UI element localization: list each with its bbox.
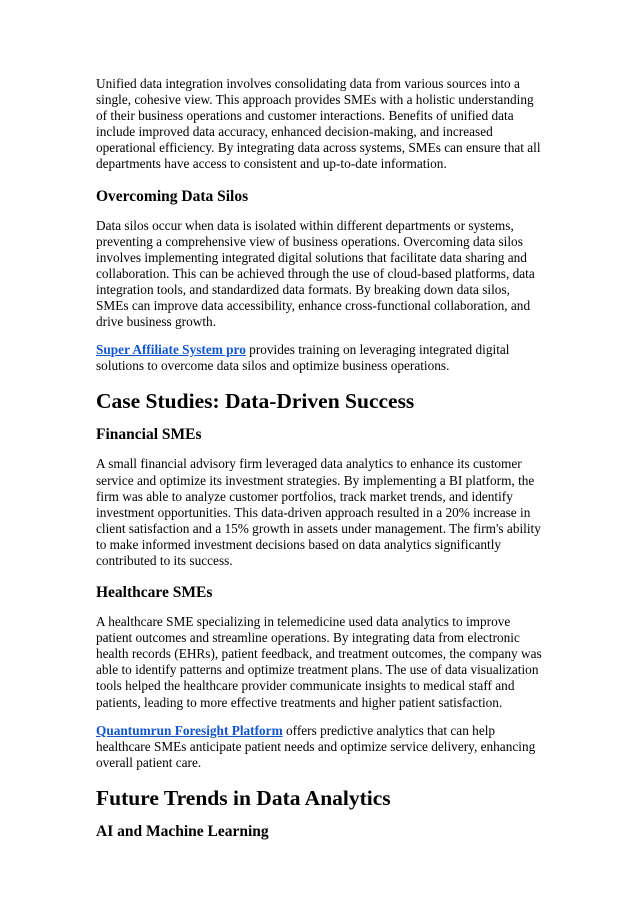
super-affiliate-link[interactable]: Super Affiliate System pro <box>96 342 246 358</box>
heading-future-trends: Future Trends in Data Analytics <box>96 785 391 810</box>
heading-ai-machine-learning: AI and Machine Learning <box>96 822 269 840</box>
quantumrun-link[interactable]: Quantumrun Foresight Platform <box>96 722 283 738</box>
data-silos-paragraph: Data silos occur when data is isolated within different departments or systems, preventing a comprehensive view of business operations. Overcoming data silos involves implementing integrated digital solutions that facilitate data sharing and collaboration. This can be achieved through the use of cloud-based platforms, data integration tools, and standardized data formats. By breaking down data silos, SMEs can improve data accessibility, enhance cross-functional collaboration, and drive business growth. <box>96 217 535 330</box>
intro-paragraph: Unified data integration involves consolidating data from various sources into a single, cohesive view. This approach provides SMEs with a holistic understanding of their business operations and customer interactions. Benefits of unified data include improved data accuracy, enhanced decision-making, and increased operational efficiency. By integrating data across systems, SMEs can ensure that all departments have access to consistent and up-to-date information. <box>96 76 541 172</box>
quantumrun-paragraph <box>96 723 544 771</box>
healthcare-smes-paragraph: A healthcare SME specializing in telemedicine used data analytics to improve patient outcomes and streamline operations. By integrating data from electronic health records (EHRs), patient feedback, and treatment outcomes, the company was able to identify patterns and optimize treatment plans. The use of data visualization tools helped the healthcare provider communicate insights to medical staff and patients, leading to more effective treatments and higher patient satisfaction. <box>96 614 542 710</box>
super-affiliate-text: provides training on leveraging integrated digital solutions to overcome data silos and optimize business operations. <box>96 342 510 374</box>
heading-overcoming-data-silos: Overcoming Data Silos <box>96 187 249 205</box>
quantumrun-text: offers predictive analytics that can help healthcare SMEs anticipate patient needs and optimize service delivery, enhancing overall patient care. <box>96 722 536 770</box>
heading-case-studies: Case Studies: Data-Driven Success <box>96 389 415 414</box>
heading-healthcare-smes: Healthcare SMEs <box>96 584 213 602</box>
heading-financial-smes: Financial SMEs <box>96 426 202 444</box>
financial-smes-paragraph: A small financial advisory firm leveraged data analytics to enhance its customer service and optimize its investment strategies. By implementing a BI platform, the firm was able to analyze customer portfolios, track market trends, and identify investment opportunities. This data-driven approach resulted in a 20% increase in client satisfaction and a 15% growth in assets under management. The firm's ability to make informed investment decisions based on data analytics significantly contributed to its success. <box>96 456 541 568</box>
document-page <box>96 76 544 841</box>
super-affiliate-paragraph <box>96 342 544 374</box>
